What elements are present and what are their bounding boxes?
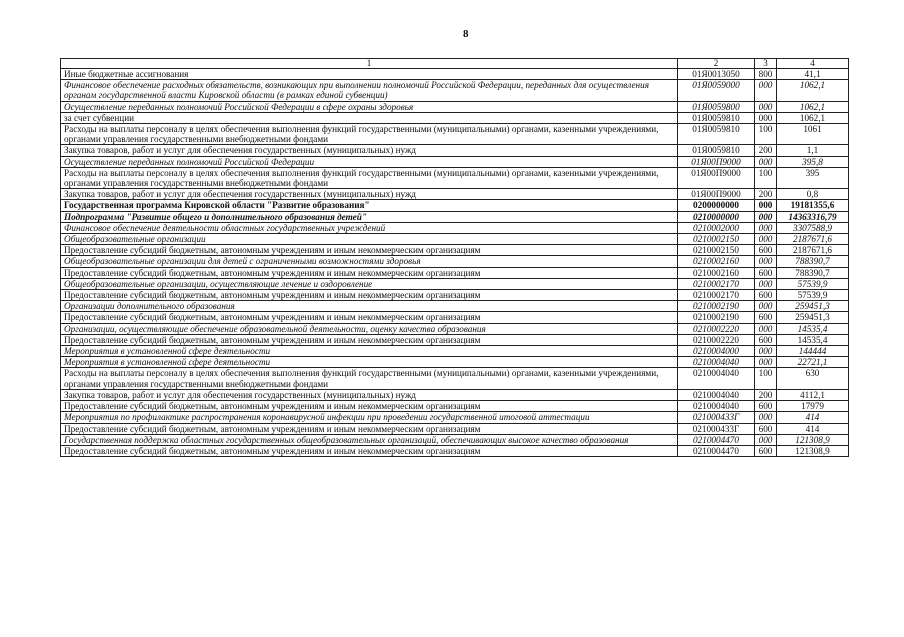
- row-type-cell: 000: [755, 301, 777, 312]
- row-type-cell: 600: [755, 445, 777, 456]
- row-type-cell: 000: [755, 323, 777, 334]
- row-name-cell: Предоставление субсидий бюджетным, автономным учреждениям и иным некоммерческим организациям: [61, 334, 678, 345]
- row-code-cell: 01Я0059000: [678, 80, 755, 101]
- row-type-cell: 100: [755, 368, 777, 389]
- row-name-cell: Закупка товаров, работ и услуг для обеспечения государственных (муниципальных) нужд: [61, 389, 678, 400]
- row-name-cell: Мероприятия в установленной сфере деятельности: [61, 346, 678, 357]
- row-sum-cell: 22721,1: [777, 357, 849, 368]
- table-row: [61, 80, 849, 101]
- row-code-cell: 021000433Г: [678, 423, 755, 434]
- row-sum-cell: 259451,3: [777, 312, 849, 323]
- row-sum-cell: 2187671,6: [777, 234, 849, 245]
- table-row: [61, 189, 849, 200]
- row-type-cell: 000: [755, 80, 777, 101]
- table-row: [61, 234, 849, 245]
- table-row: [61, 101, 849, 112]
- row-type-cell: 000: [755, 412, 777, 423]
- table-row: [61, 412, 849, 423]
- row-code-cell: 0210002220: [678, 323, 755, 334]
- row-name-cell: Осуществление переданных полномочий Российской Федерации в сфере охраны здоровья: [61, 101, 678, 112]
- row-name-cell: Предоставление субсидий бюджетным, автономным учреждениям и иным некоммерческим организациям: [61, 312, 678, 323]
- row-code-cell: 0210004040: [678, 368, 755, 389]
- row-code-cell: 0210002150: [678, 234, 755, 245]
- row-name-cell: Предоставление субсидий бюджетным, автономным учреждениям и иным некоммерческим организациям: [61, 245, 678, 256]
- table-row: [61, 278, 849, 289]
- row-sum-cell: 0,8: [777, 189, 849, 200]
- row-type-cell: 600: [755, 423, 777, 434]
- budget-table: [60, 58, 849, 457]
- row-sum-cell: 14535,4: [777, 334, 849, 345]
- row-code-cell: 01Я0059810: [678, 112, 755, 123]
- row-sum-cell: 121308,9: [777, 445, 849, 456]
- row-name-cell: Закупка товаров, работ и услуг для обеспечения государственных (муниципальных) нужд: [61, 145, 678, 156]
- row-code-cell: 01Я0059810: [678, 145, 755, 156]
- table-header-row: [61, 59, 849, 69]
- row-type-cell: 000: [755, 211, 777, 222]
- row-name-cell: Расходы на выплаты персоналу в целях обеспечения выполнения функций государственными (муниципальными) органами, казенными учреждениями, органами управления государственными внебюджетными фондами: [61, 368, 678, 389]
- row-sum-cell: 57539,9: [777, 290, 849, 301]
- table-row: [61, 267, 849, 278]
- row-code-cell: 0210002150: [678, 245, 755, 256]
- row-sum-cell: 414: [777, 412, 849, 423]
- row-sum-cell: 2187671,6: [777, 245, 849, 256]
- row-sum-cell: 788390,7: [777, 256, 849, 267]
- table-body: [61, 59, 849, 457]
- row-name-cell: Финансовое обеспечение деятельности областных государственных учреждений: [61, 222, 678, 233]
- table-row: [61, 301, 849, 312]
- row-name-cell: Общеобразовательные организации: [61, 234, 678, 245]
- table-row: [61, 434, 849, 445]
- row-code-cell: 0210004470: [678, 445, 755, 456]
- row-name-cell: Организации дополнительного образования: [61, 301, 678, 312]
- table-row: [61, 312, 849, 323]
- table-row: [61, 445, 849, 456]
- row-sum-cell: 14363316,79: [777, 211, 849, 222]
- row-code-cell: 0210002170: [678, 278, 755, 289]
- row-name-cell: Предоставление субсидий бюджетным, автономным учреждениям и иным некоммерческим организациям: [61, 290, 678, 301]
- row-name-cell: Предоставление субсидий бюджетным, автономным учреждениям и иным некоммерческим организациям: [61, 423, 678, 434]
- table-row: [61, 389, 849, 400]
- row-name-cell: Расходы на выплаты персоналу в целях обеспечения выполнения функций государственными (муниципальными) органами, казенными учреждениями, органами управления государственными внебюджетными фондами: [61, 124, 678, 145]
- header-col-1: 1: [61, 59, 678, 69]
- row-code-cell: 0210002160: [678, 256, 755, 267]
- table-row: [61, 256, 849, 267]
- row-type-cell: 800: [755, 69, 777, 80]
- row-name-cell: Осуществление переданных полномочий Российской Федерации: [61, 156, 678, 167]
- table-row: [61, 245, 849, 256]
- table-row: [61, 368, 849, 389]
- row-name-cell: Предоставление субсидий бюджетным, автономным учреждениям и иным некоммерческим организациям: [61, 267, 678, 278]
- row-type-cell: 200: [755, 389, 777, 400]
- header-col-2: 2: [678, 59, 755, 69]
- table-row: [61, 290, 849, 301]
- table-row: [61, 357, 849, 368]
- row-sum-cell: 1,1: [777, 145, 849, 156]
- row-sum-cell: 414: [777, 423, 849, 434]
- row-code-cell: 01Я0059810: [678, 124, 755, 145]
- row-type-cell: 000: [755, 346, 777, 357]
- row-name-cell: за счет субвенции: [61, 112, 678, 123]
- table-row: [61, 323, 849, 334]
- row-name-cell: Мероприятия по профилактике распространения коронавирусной инфекции при проведении государственной итоговой аттестации: [61, 412, 678, 423]
- row-code-cell: 01Я00П9000: [678, 156, 755, 167]
- row-type-cell: 600: [755, 267, 777, 278]
- row-type-cell: 600: [755, 312, 777, 323]
- table-row: [61, 124, 849, 145]
- row-type-cell: 600: [755, 334, 777, 345]
- row-code-cell: 01Я0059800: [678, 101, 755, 112]
- row-sum-cell: 259451,3: [777, 301, 849, 312]
- row-code-cell: 0210000000: [678, 211, 755, 222]
- row-code-cell: 0210002160: [678, 267, 755, 278]
- row-sum-cell: 19181355,6: [777, 200, 849, 211]
- row-code-cell: 0210004040: [678, 389, 755, 400]
- table-row: [61, 401, 849, 412]
- table-row: [61, 156, 849, 167]
- row-code-cell: 0210004040: [678, 401, 755, 412]
- row-name-cell: Финансовое обеспечение расходных обязательств, возникающих при выполнении полномочий Российской Федерации, переданных для осуществления органам государственной власти Кировской области (в рамках единой субвенции): [61, 80, 678, 101]
- row-code-cell: 0210002190: [678, 312, 755, 323]
- row-name-cell: Организации, осуществляющие обеспечение образовательной деятельности, оценку качества образования: [61, 323, 678, 334]
- header-col-4: 4: [777, 59, 849, 69]
- row-sum-cell: 57539,9: [777, 278, 849, 289]
- row-type-cell: 000: [755, 357, 777, 368]
- row-sum-cell: 1062,1: [777, 101, 849, 112]
- row-name-cell: Расходы на выплаты персоналу в целях обеспечения выполнения функций государственными (муниципальными) органами, казенными учреждениями, органами управления государственными внебюджетными фондами: [61, 167, 678, 188]
- row-code-cell: 0210002000: [678, 222, 755, 233]
- row-name-cell: Общеобразовательные организации для детей с ограниченными возможностями здоровья: [61, 256, 678, 267]
- row-code-cell: 01Я00П9000: [678, 167, 755, 188]
- row-name-cell: Закупка товаров, работ и услуг для обеспечения государственных (муниципальных) нужд: [61, 189, 678, 200]
- page-number: 8: [463, 28, 469, 40]
- row-type-cell: 600: [755, 245, 777, 256]
- row-type-cell: 200: [755, 189, 777, 200]
- table-row: [61, 346, 849, 357]
- table-row: [61, 222, 849, 233]
- row-code-cell: 0210004470: [678, 434, 755, 445]
- row-type-cell: 000: [755, 112, 777, 123]
- row-code-cell: 0210002220: [678, 334, 755, 345]
- row-sum-cell: 3307588,9: [777, 222, 849, 233]
- row-code-cell: 0210004000: [678, 346, 755, 357]
- table-row: [61, 200, 849, 211]
- row-name-cell: Государственная поддержка областных государственных общеобразовательных организаций, обеспечивающих высокое качество образования: [61, 434, 678, 445]
- table-row: [61, 69, 849, 80]
- row-sum-cell: 41,1: [777, 69, 849, 80]
- row-code-cell: 021000433Г: [678, 412, 755, 423]
- row-sum-cell: 1062,1: [777, 112, 849, 123]
- table-row: [61, 211, 849, 222]
- row-name-cell: Общеобразовательные организации, осуществляющие лечение и оздоровление: [61, 278, 678, 289]
- row-name-cell: Предоставление субсидий бюджетным, автономным учреждениям и иным некоммерческим организациям: [61, 401, 678, 412]
- row-name-cell: Предоставление субсидий бюджетным, автономным учреждениям и иным некоммерческим организациям: [61, 445, 678, 456]
- row-code-cell: 0210004040: [678, 357, 755, 368]
- row-name-cell: Государственная программа Кировской области "Развитие образования": [61, 200, 678, 211]
- row-type-cell: 000: [755, 101, 777, 112]
- row-sum-cell: 630: [777, 368, 849, 389]
- row-name-cell: Иные бюджетные ассигнования: [61, 69, 678, 80]
- row-sum-cell: 4112,1: [777, 389, 849, 400]
- row-sum-cell: 788390,7: [777, 267, 849, 278]
- table-row: [61, 423, 849, 434]
- row-sum-cell: 144444: [777, 346, 849, 357]
- row-type-cell: 100: [755, 124, 777, 145]
- row-type-cell: 000: [755, 278, 777, 289]
- table-row: [61, 334, 849, 345]
- row-type-cell: 600: [755, 290, 777, 301]
- row-type-cell: 100: [755, 167, 777, 188]
- row-sum-cell: 1061: [777, 124, 849, 145]
- header-col-3: 3: [755, 59, 777, 69]
- row-type-cell: 000: [755, 256, 777, 267]
- row-sum-cell: 1062,1: [777, 80, 849, 101]
- row-sum-cell: 395,8: [777, 156, 849, 167]
- row-sum-cell: 395: [777, 167, 849, 188]
- row-type-cell: 000: [755, 222, 777, 233]
- row-name-cell: Мероприятия в установленной сфере деятельности: [61, 357, 678, 368]
- row-name-cell: Подпрограмма "Развитие общего и дополнительного образования детей": [61, 211, 678, 222]
- row-code-cell: 01Я00П9000: [678, 189, 755, 200]
- row-type-cell: 200: [755, 145, 777, 156]
- row-sum-cell: 17979: [777, 401, 849, 412]
- row-type-cell: 000: [755, 200, 777, 211]
- row-type-cell: 000: [755, 234, 777, 245]
- row-code-cell: 0210002190: [678, 301, 755, 312]
- row-code-cell: 01Я0013050: [678, 69, 755, 80]
- table-row: [61, 167, 849, 188]
- row-type-cell: 600: [755, 401, 777, 412]
- table-row: [61, 145, 849, 156]
- table-row: [61, 112, 849, 123]
- row-type-cell: 000: [755, 434, 777, 445]
- row-code-cell: 0200000000: [678, 200, 755, 211]
- row-type-cell: 000: [755, 156, 777, 167]
- row-sum-cell: 14535,4: [777, 323, 849, 334]
- row-sum-cell: 121308,9: [777, 434, 849, 445]
- row-code-cell: 0210002170: [678, 290, 755, 301]
